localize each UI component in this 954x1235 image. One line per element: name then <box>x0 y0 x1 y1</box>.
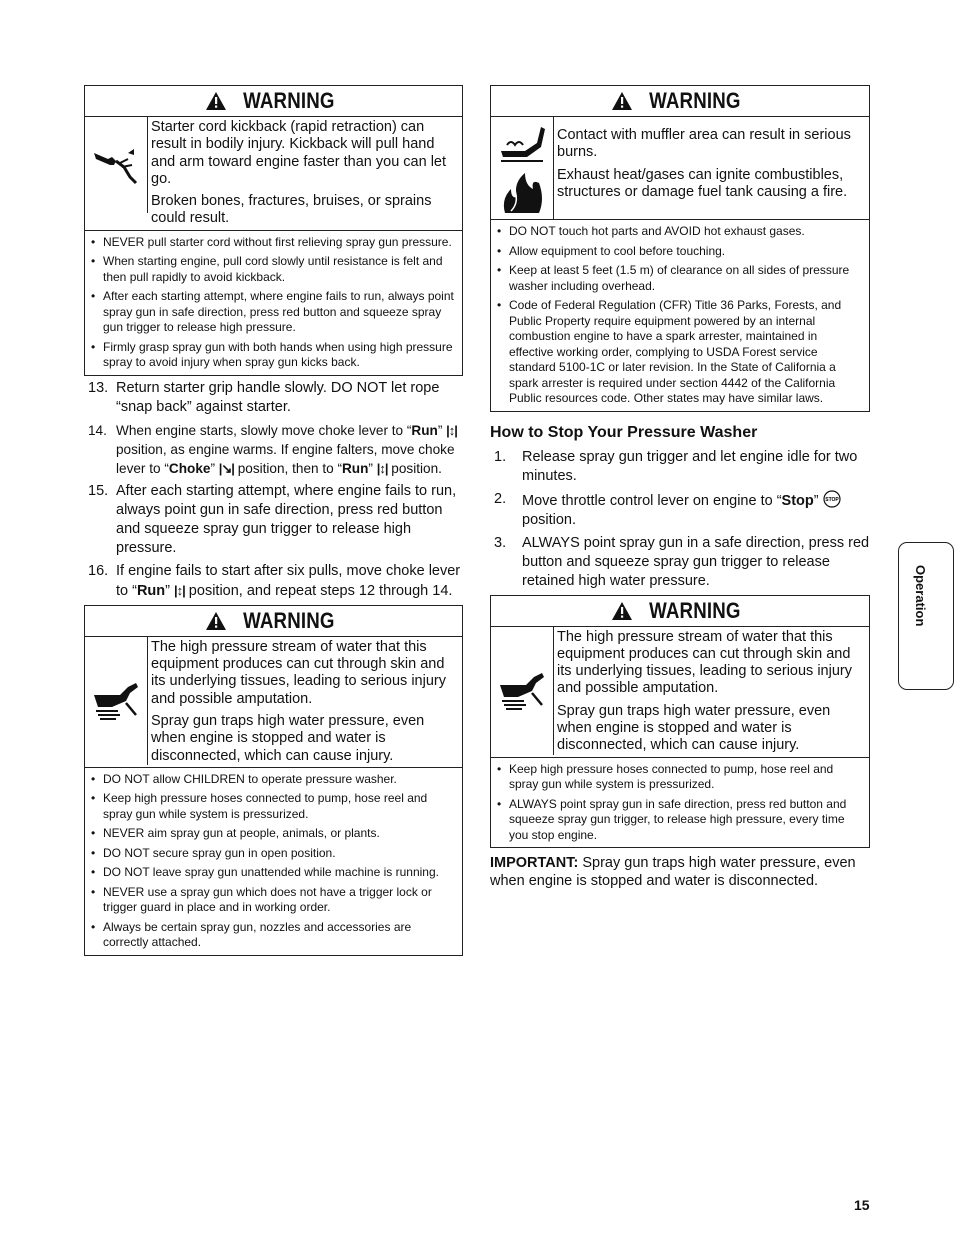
bullet-item: • When starting engine, pull cord slowly until resistance is felt and then pull rapidly to avoid kickback. <box>89 254 456 285</box>
choke-icon: |↘| <box>218 460 234 476</box>
section-tab-label: Operation <box>913 565 928 627</box>
stop-icon-text: STOP <box>824 496 839 503</box>
warning-paragraph: The high pressure stream of water that this equipment produces can cut through skin and its underlying tissues, leading to serious injury and possible amputation. <box>151 638 446 707</box>
bullet-item: • DO NOT touch hot parts and AVOID hot exhaust gases. <box>495 224 863 240</box>
warning-paragraph: Spray gun traps high water pressure, even when engine is stopped and water is disconnected, which can cause injury. <box>557 702 831 754</box>
step-text: position. <box>522 511 577 528</box>
step-text: If engine fails to start after six pulls, move choke lever to “ <box>116 562 461 599</box>
step-number: 16. <box>88 562 109 579</box>
step-item <box>84 421 463 478</box>
warning-triangle-icon <box>611 91 633 111</box>
bullet-item: • Keep high pressure hoses connected to pump, hose reel and spray gun while system is pressurized. <box>495 762 863 793</box>
right-column <box>490 85 870 890</box>
step-text: position, then to “ <box>233 460 342 476</box>
start-steps <box>84 379 463 601</box>
run-label: Run <box>341 460 369 476</box>
warning-text <box>148 117 462 230</box>
step-text: ” <box>813 492 823 509</box>
step-number: 2. <box>494 490 507 507</box>
warning-paragraph: Exhaust heat/gases can ignite combustibles, structures or damage fuel tank causing a fire. <box>557 166 848 200</box>
warning-header <box>85 606 462 637</box>
run-label: Run <box>136 582 166 599</box>
warning-header <box>491 86 869 117</box>
bullet-item: • DO NOT leave spray gun unattended while machine is running. <box>89 865 456 881</box>
bullet-item: • DO NOT allow CHILDREN to operate pressure washer. <box>89 772 456 788</box>
bullet-item: • After each starting attempt, where engine fails to run, always point spray gun in safe direction, press red button and squeeze spray gun trigger to release high pressure. <box>89 289 456 336</box>
warning-header <box>85 86 462 117</box>
section-tab <box>898 542 954 690</box>
injection-icon-cell <box>491 627 554 755</box>
warning-label: WARNING <box>242 607 335 633</box>
left-column <box>84 85 463 956</box>
warning-box-burn <box>490 85 870 412</box>
step-number: 13. <box>88 379 109 396</box>
step-text: Move throttle control lever on engine to “ <box>522 492 782 509</box>
run-choke-icon: |↕| <box>174 582 185 598</box>
run-choke-icon: |↕| <box>376 460 388 476</box>
warning-label: WARNING <box>649 597 741 623</box>
important-text: Spray gun traps high water pressure, even when engine is stopped and water is disconnected. <box>490 855 856 890</box>
kickback-icon-cell <box>85 117 148 213</box>
high-pressure-injection-icon <box>496 667 548 715</box>
warning-header <box>491 596 869 627</box>
step-item <box>84 482 463 558</box>
step-text: ” <box>368 460 377 476</box>
step-number: 1. <box>494 448 507 465</box>
hot-surface-icon <box>497 121 547 165</box>
burn-icon-cell <box>491 117 554 219</box>
bullet-item: • Keep high pressure hoses connected to pump, hose reel and spray gun while system is pressurized. <box>89 791 456 822</box>
high-pressure-injection-icon <box>90 677 142 725</box>
step-text: position, as engine warms. If engine falters, move choke lever to “ <box>116 441 455 476</box>
bullet-item: • NEVER pull starter cord without first relieving spray gun pressure. <box>89 235 456 251</box>
step-text: Return starter grip handle slowly. DO NOT let rope “snap back” against starter. <box>116 379 440 415</box>
choke-label: Choke <box>168 460 211 476</box>
stop-steps <box>490 448 870 591</box>
warning-label: WARNING <box>242 88 335 113</box>
step-item <box>490 448 870 486</box>
kickback-hand-icon <box>90 143 142 187</box>
section-heading: How to Stop Your Pressure Washer <box>490 423 758 441</box>
warning-bullets <box>491 220 869 411</box>
step-text: ” <box>165 582 174 599</box>
step-text: Release spray gun trigger and let engine idle for two minutes. <box>522 448 858 484</box>
warning-box-kickback <box>84 85 463 376</box>
step-text: position, and repeat steps 12 through 14. <box>184 582 453 599</box>
fire-icon <box>497 171 547 215</box>
warning-paragraph: Spray gun traps high water pressure, even when engine is stopped and water is disconnected, which can cause injury. <box>151 712 425 764</box>
warning-text <box>554 117 869 219</box>
step-number: 14. <box>88 422 107 438</box>
step-number: 3. <box>494 534 507 551</box>
step-item <box>490 490 870 530</box>
bullet-item: • NEVER aim spray gun at people, animals, or plants. <box>89 826 456 842</box>
warning-triangle-icon <box>205 91 227 111</box>
warning-text <box>148 637 462 767</box>
warning-bullets <box>85 231 462 375</box>
warning-paragraph: Starter cord kickback (rapid retraction) can result in bodily injury. Kickback will pull hand and arm toward engine faster than you can let go. <box>151 119 447 187</box>
warning-triangle-icon <box>611 601 633 621</box>
bullet-item: • Always be certain spray gun, nozzles and accessories are correctly attached. <box>89 920 456 951</box>
step-item <box>84 562 463 601</box>
warning-bullets <box>491 758 869 848</box>
warning-label: WARNING <box>649 88 741 113</box>
warning-bullets <box>85 768 462 955</box>
step-number: 15. <box>88 482 109 499</box>
step-text: ” <box>210 460 219 476</box>
warning-body <box>491 627 869 758</box>
bullet-item: • Allow equipment to cool before touching. <box>495 244 863 260</box>
bullet-item: • Keep at least 5 feet (1.5 m) of clearance on all sides of pressure washer including overhead. <box>495 263 863 294</box>
stop-label: Stop <box>781 492 814 509</box>
warning-box-injection <box>84 605 463 956</box>
stop-icon <box>823 490 841 508</box>
warning-body <box>491 117 869 220</box>
bullet-item: • DO NOT secure spray gun in open position. <box>89 846 456 862</box>
warning-body <box>85 637 462 768</box>
step-text: ALWAYS point spray gun in a safe direction, press red button and squeeze spray gun trigger to release retained high water pressure. <box>522 534 870 589</box>
warning-text <box>554 627 869 757</box>
step-text: ” <box>437 422 447 438</box>
step-text: position. <box>387 460 442 476</box>
warning-body <box>85 117 462 231</box>
important-note <box>490 854 870 890</box>
page-number: 15 <box>854 1197 870 1213</box>
run-label: Run <box>411 422 438 438</box>
warning-box-injection-2 <box>490 595 870 849</box>
injection-icon-cell <box>85 637 148 765</box>
bullet-item: • Firmly grasp spray gun with both hands when using high pressure spray to avoid injury when spray gun kicks back. <box>89 340 456 371</box>
step-item <box>84 379 463 417</box>
step-item <box>490 534 870 591</box>
bullet-item: • NEVER use a spray gun which does not have a trigger lock or trigger guard in place and in working order. <box>89 885 456 916</box>
bullet-item: • Code of Federal Regulation (CFR) Title 36 Parks, Forests, and Public Property require equipment powered by an internal combustion engine to have a spark arrester, maintained in effective working order, complying to USDA Forest service standard 5100-1C or later revision. In the State of California a spark arrester is required under section 4442 of the California Public resources code. Other states may have similar laws. <box>495 298 863 407</box>
step-text: After each starting attempt, where engine fails to run, always point gun in safe direction, press red button and squeeze spray gun trigger to release high pressure. <box>116 482 457 556</box>
step-text: When engine starts, slowly move choke lever to “ <box>116 422 412 438</box>
warning-paragraph: Contact with muffler area can result in serious burns. <box>557 127 851 161</box>
warning-paragraph: The high pressure stream of water that this equipment produces can cut through skin and its underlying tissues, leading to serious injury and possible amputation. <box>557 628 852 697</box>
warning-paragraph: Broken bones, fractures, bruises, or sprains could result. <box>151 193 432 227</box>
important-label: IMPORTANT: <box>490 855 579 872</box>
bullet-item: • ALWAYS point spray gun in safe direction, press red button and squeeze spray gun trigger, to release high pressure, every time you stop engine. <box>495 797 863 844</box>
warning-triangle-icon <box>205 611 227 631</box>
run-choke-icon: |↕| <box>446 422 457 438</box>
